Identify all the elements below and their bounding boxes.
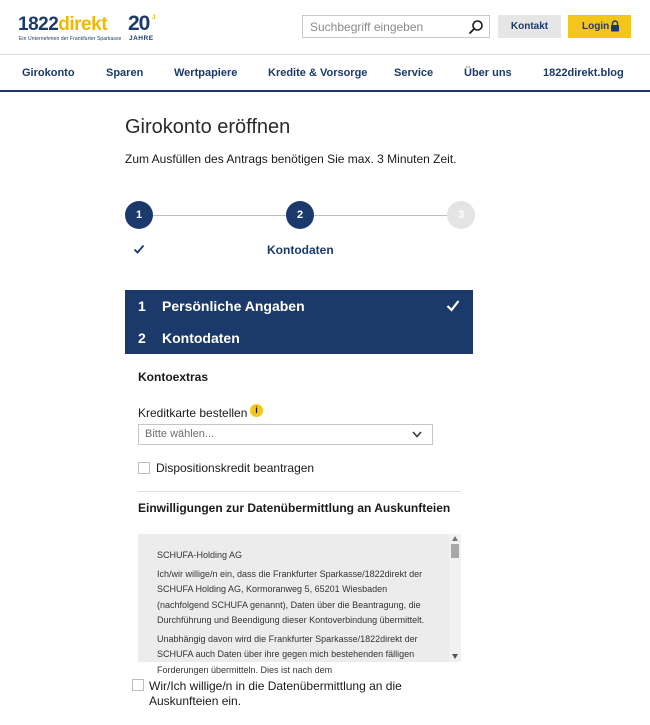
kontoextras-heading: Kontoextras bbox=[138, 370, 209, 384]
section-kontodaten[interactable] bbox=[125, 322, 473, 354]
step-1[interactable]: 1 bbox=[125, 201, 153, 229]
nav-item-ueber-uns[interactable]: Über uns bbox=[464, 67, 512, 79]
schufa-paragraph: Ich/wir willige/n ein, dass die Frankfurter Sparkasse/1822direkt der SCHUFA Holding AG, Kormoranweg 5, 65201 Wiesbaden (nachfolgend SCHUFA genannt), Daten über die Beantragung, die Durchführung und Beendigung dieser Kontoverbindung übermittelt. bbox=[157, 568, 425, 625]
scroll-down-icon[interactable] bbox=[452, 654, 458, 659]
consent-heading: Einwilligungen zur Datenübermittlung an Auskunfteien bbox=[138, 501, 451, 515]
logo[interactable] bbox=[18, 14, 163, 44]
scroll-thumb[interactable] bbox=[451, 544, 459, 558]
section-title: Persönliche Angaben bbox=[162, 298, 305, 314]
section-number: 1 bbox=[138, 298, 146, 314]
main-navigation bbox=[0, 54, 650, 92]
login-button[interactable] bbox=[568, 15, 631, 38]
divider bbox=[138, 491, 461, 492]
consent-label: Wir/Ich willige/n in die Datenübermittlung an die Auskunfteien ein. bbox=[149, 679, 402, 708]
section-persoenliche-angaben[interactable] bbox=[125, 290, 473, 322]
nav-item-wertpapiere[interactable]: Wertpapiere bbox=[174, 67, 238, 79]
logo-wordmark: 1822direkt bbox=[18, 14, 108, 35]
nav-item-girokonto[interactable]: Girokonto bbox=[22, 67, 75, 79]
current-step-label: Kontodaten bbox=[267, 243, 334, 257]
info-icon[interactable]: i bbox=[250, 404, 263, 417]
schufa-text-box[interactable] bbox=[138, 534, 461, 675]
step-2: 2 bbox=[286, 201, 314, 229]
lock-icon bbox=[610, 20, 620, 32]
kreditkarte-label: Kreditkarte bestellen bbox=[138, 406, 248, 420]
anniversary-badge: 20 J JAHRE bbox=[128, 12, 156, 42]
scrollbar[interactable] bbox=[449, 534, 461, 662]
nav-item-sparen[interactable]: Sparen bbox=[106, 67, 144, 79]
search-input[interactable] bbox=[303, 16, 463, 37]
scroll-up-icon[interactable] bbox=[452, 536, 458, 541]
section-title: Kontodaten bbox=[162, 330, 240, 346]
step-connector bbox=[314, 215, 447, 216]
kreditkarte-select[interactable] bbox=[138, 424, 433, 445]
step-connector bbox=[153, 215, 286, 216]
step-3: 3 bbox=[447, 201, 475, 229]
schufa-paragraph: Unabhängig davon wird die Frankfurter Sparkasse/1822direkt der SCHUFA auch Daten über ihre gegen mich bestehenden fälligen Forderungen übermitteln. Dies ist nach dem bbox=[157, 633, 418, 675]
schufa-text bbox=[157, 548, 437, 681]
checkmark-icon bbox=[133, 243, 145, 255]
checkmark-icon bbox=[446, 299, 460, 312]
header bbox=[0, 0, 650, 54]
nav-item-service[interactable]: Service bbox=[394, 67, 434, 79]
nav-item-kredite-vorsorge[interactable]: Kredite & Vorsorge bbox=[268, 67, 368, 79]
schufa-title: SCHUFA-Holding AG bbox=[157, 550, 243, 560]
kontakt-button[interactable]: Kontakt bbox=[498, 15, 561, 38]
section-number: 2 bbox=[138, 330, 146, 346]
login-label: Login bbox=[582, 21, 610, 32]
search-icon[interactable] bbox=[468, 19, 484, 35]
chevron-down-icon bbox=[412, 431, 422, 438]
consent-checkbox[interactable] bbox=[132, 679, 144, 691]
select-value: Bitte wählen... bbox=[145, 428, 215, 440]
logo-tagline: Ein Unternehmen der Frankfurter Sparkasse bbox=[19, 36, 122, 42]
search-box bbox=[302, 15, 490, 38]
dispo-label: Dispositionskredit beantragen bbox=[156, 461, 315, 475]
dispo-checkbox[interactable] bbox=[138, 462, 150, 474]
page-title: Girokonto eröffnen bbox=[125, 116, 291, 138]
nav-item-blog[interactable]: 1822direkt.blog bbox=[543, 67, 624, 79]
page-subtitle: Zum Ausfüllen des Antrags benötigen Sie max. 3 Minuten Zeit. bbox=[125, 152, 457, 166]
